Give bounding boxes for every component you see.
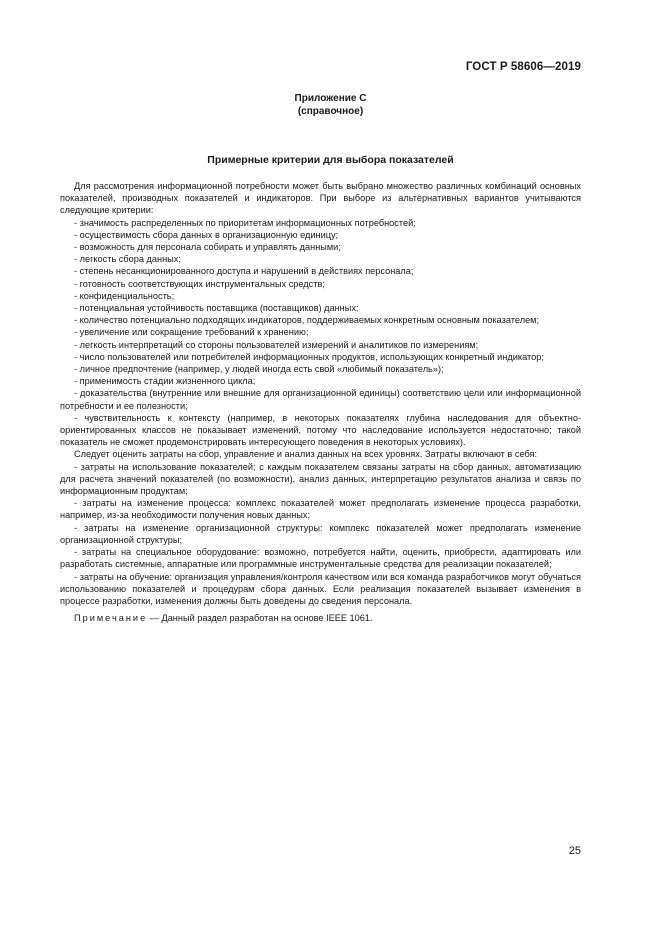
cost-item: - затраты на изменение процесса: комплекс показателей может предполагать изменение процесса разработки, например, из-за необходимости получения новых данных; — [60, 498, 581, 521]
criteria-item: - количество потенциально подходящих индикаторов, поддерживаемых конкретным основным показателем; — [74, 315, 540, 326]
note-paragraph — [60, 612, 581, 624]
criteria-item: - значимость распределенных по приоритетам информационных потребностей; — [74, 217, 416, 228]
appendix-subtitle: (справочное) — [297, 106, 364, 117]
body-text — [60, 180, 581, 624]
costs-intro-paragraph: Следует оценить затраты на сбор, управление и анализ данных на всех уровнях. Затраты включают в себя: — [74, 449, 538, 460]
appendix-heading — [0, 92, 661, 118]
criteria-item: - доказательства (внутренние или внешние для организационной единицы) соответствию цели или информационной потребности и ее полезности; — [60, 388, 581, 411]
criteria-item: - степень несанкционированного доступа и нарушений в действиях персонала; — [74, 266, 414, 277]
criteria-item: - готовность соответствующих инструментальных средств; — [74, 278, 325, 289]
criteria-item: - возможность для персонала собирать и управлять данными; — [74, 242, 341, 253]
appendix-title: Приложение С — [294, 93, 367, 104]
criteria-item: - личное предпочтение (например, у людей иногда есть свой «любимый показатель»); — [74, 364, 444, 375]
criteria-item: - легкость интерпретаций со стороны пользователей измерений и аналитиков по измерениям; — [74, 339, 479, 350]
criteria-item: - чувствительность к контексту (например, в некоторых показателях глубина наследования для объектно-ориентированных классов не показывает изменений, потому что наследование используется недостаточно; такой показатель не сможет продемонстрировать интересующего поведения в некоторых условиях). — [60, 412, 581, 448]
cost-item: - затраты на специальное оборудование: возможно, потребуется найти, оценить, приобрести, адаптировать или разработать системные, аппаратные или программные инструментальные средства для реализации показателей; — [60, 547, 581, 570]
criteria-item: - число пользователей или потребителей информационных продуктов, использующих конкретный индикатор; — [74, 351, 544, 362]
note-label: Примечание — [74, 613, 148, 624]
criteria-item: - потенциальная устойчивость поставщика (поставщиков) данных; — [74, 303, 359, 314]
criteria-item: - увеличение или сокращение требований к хранению; — [74, 327, 309, 338]
intro-paragraph: Для рассмотрения информационной потребности может быть выбрано множество различных комбинаций основных показателей, производных показателей и индикаторов. При выборе из альтернативных вариантов учитываются следующие критерии: — [60, 181, 581, 216]
page-number: 25 — [568, 845, 581, 857]
criteria-item: - конфиденциальность; — [74, 290, 175, 301]
criteria-item: - применимость стадии жизненного цикла; — [74, 376, 256, 387]
cost-item: - затраты на использование показателей; с каждым показателем связаны затраты на сбор данных, автоматизацию для расчета значений показателей (по возможности), анализ данных, интерпретацию результатов анализа и связь по информационным продуктам; — [60, 461, 581, 497]
cost-item: - затраты на изменение организационной структуры: комплекс показателей может предполагать изменение организационной структуры; — [60, 522, 581, 545]
note-text: — Данный раздел разработан на основе IEEE 1061. — [147, 613, 373, 624]
criteria-item: - осуществимость сбора данных в организационную единицу; — [74, 229, 339, 240]
standard-code: ГОСТ Р 58606—2019 — [465, 61, 581, 73]
section-title: Примерные критерии для выбора показателей — [207, 154, 454, 166]
cost-item: - затраты на обучение: организация управления/контроля качеством или вся команда разработчиков могут обучаться использованию показателей и процедурам сбора данных. Если реализация показателей вызывает изменения в процессе разработки, изменения должны быть доведены до сведения персонала. — [60, 571, 581, 606]
criteria-item: - легкость сбора данных; — [74, 254, 181, 265]
